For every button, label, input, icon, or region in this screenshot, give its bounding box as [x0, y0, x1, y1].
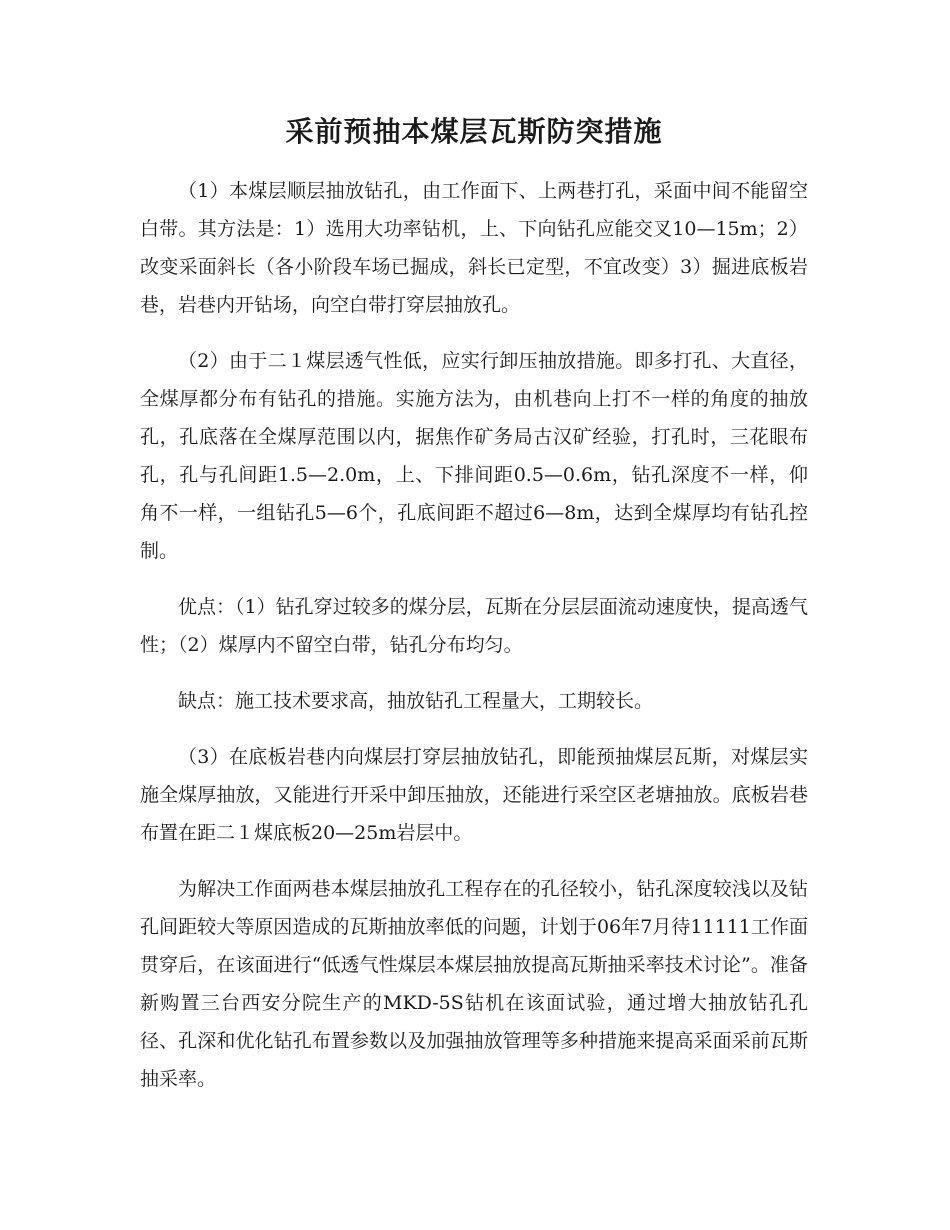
document-page [140, 108, 808, 1116]
paragraph-advantages: 优点：（1）钻孔穿过较多的煤分层，瓦斯在分层层面流动速度快，提高透气性；（2）煤厚内不留空白带，钻孔分布均匀。 [140, 596, 808, 656]
paragraph-2: （2）由于二１煤层透气性低，应实行卸压抽放措施。即多打孔、大直径，全煤厚都分布有钻孔的措施。实施方法为，由机巷向上打不一样的角度的抽放孔，孔底落在全煤厚范围以内，据焦作矿务局古汉矿经验，打孔时，三花眼布孔，孔与孔间距1.5—2.0m，上、下排间距0.5—0.6m，钻孔深度不一样，仰角不一样，一组钻孔5—6个，孔底间距不超过6—8m，达到全煤厚均有钻孔控制。 [140, 350, 808, 562]
paragraph-3: （3）在底板岩巷内向煤层打穿层抽放钻孔，即能预抽煤层瓦斯，对煤层实施全煤厚抽放，又能进行开采中卸压抽放，还能进行采空区老塘抽放。底板岩巷布置在距二１煤底板20—25m岩层中。 [140, 746, 808, 844]
page-title: 采前预抽本煤层瓦斯防突措施 [285, 115, 663, 148]
paragraph-plan: 为解决工作面两巷本煤层抽放孔工程存在的孔径较小，钻孔深度较浅以及钻孔间距较大等原因造成的瓦斯抽放率低的问题，计划于06年7月待11111工作面贯穿后，在该面进行“低透气性煤层本煤层抽放提高瓦斯抽采率技术讨论”。准备新购置三台西安分院生产的MKD-5S钻机在该面试验，通过增大抽放钻孔孔径、孔深和优化钻孔布置参数以及加强抽放管理等多种措施来提高采面采前瓦斯抽采率。 [140, 878, 808, 1090]
paragraph-1: （1）本煤层顺层抽放钻孔，由工作面下、上两巷打孔，采面中间不能留空白带。其方法是：1）选用大功率钻机，上、下向钻孔应能交叉10—15m；2）改变采面斜长（各小阶段车场已掘成，斜长已定型，不宜改变）3）掘进底板岩巷，岩巷内开钻场，向空白带打穿层抽放孔。 [140, 180, 808, 316]
paragraph-disadvantages: 缺点：施工技术要求高，抽放钻孔工程量大，工期较长。 [178, 690, 654, 712]
